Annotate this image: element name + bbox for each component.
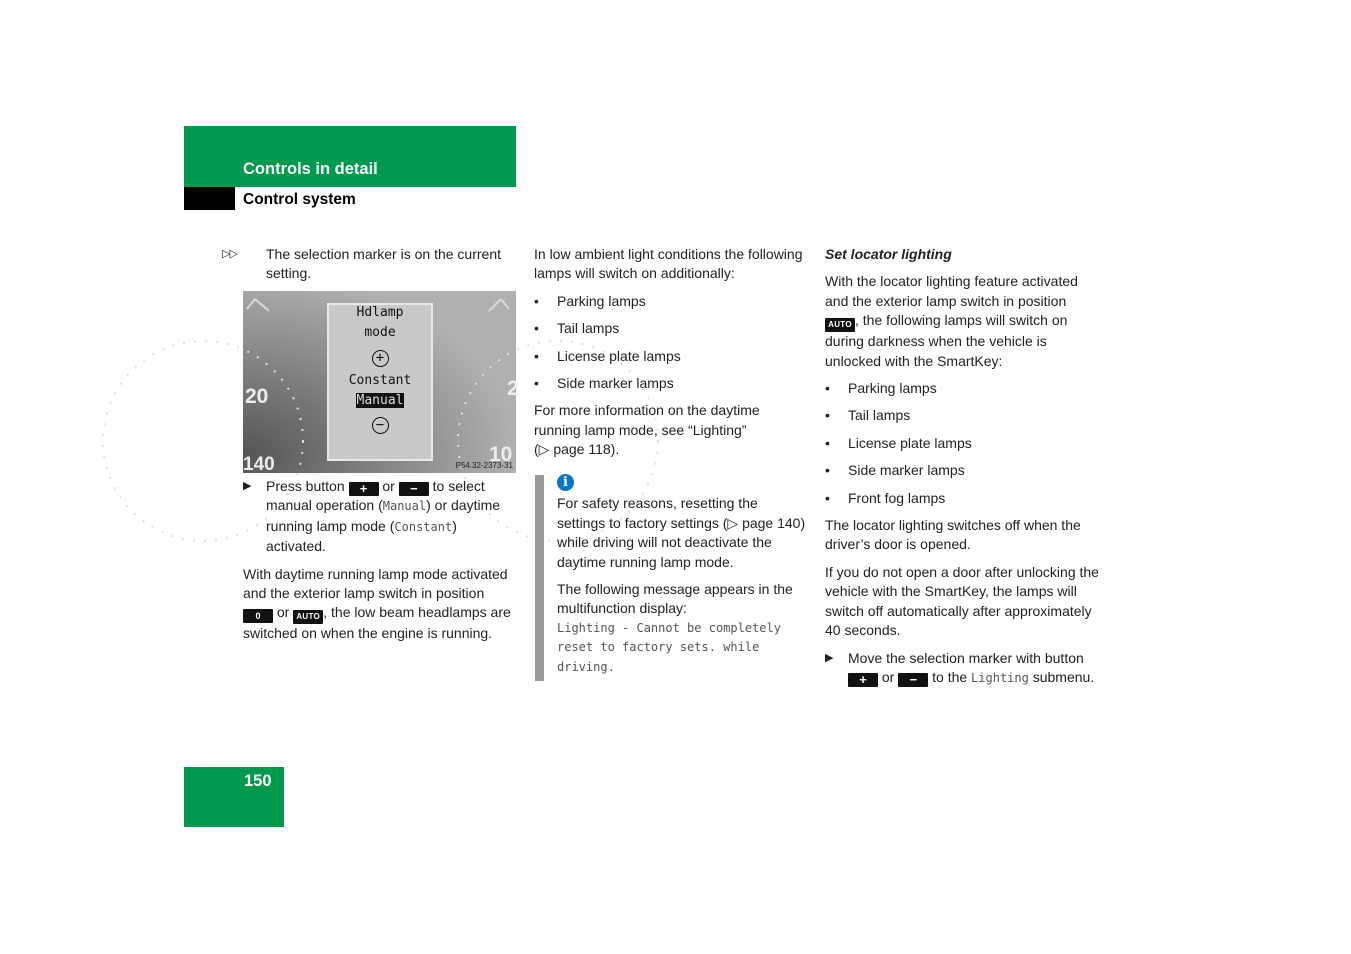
step-arrow-icon: ▶ bbox=[243, 480, 252, 492]
auto-position-icon: AUTO bbox=[825, 318, 855, 332]
list-item: • Tail lamps bbox=[825, 406, 1100, 425]
gauge-label: 10 bbox=[489, 443, 513, 466]
display-option-selected: Manual bbox=[356, 393, 404, 408]
list-item: • Side marker lamps bbox=[534, 374, 810, 393]
col2-body: In low ambient light conditions the following lamps will switch on additionally: • Parking lamps • Tail lamps • License plate lamps • Side marker lamps For more information on the daytime running lamp mode, see “Lighting” (▷ page 118). bbox=[534, 245, 810, 468]
list-item: • Side marker lamps bbox=[825, 461, 1100, 480]
page-number: 150 bbox=[244, 772, 272, 790]
info-text: For safety reasons, resetting the settings to factory settings (▷ page 140) while driving will not deactivate the daytime running lamp mode. bbox=[557, 495, 806, 570]
col3-body bbox=[825, 245, 1100, 696]
display-option: Constant bbox=[348, 373, 412, 388]
info-icon: i bbox=[557, 474, 574, 491]
subsection-title: Set locator lighting bbox=[825, 246, 952, 262]
display-text: mode bbox=[364, 325, 396, 340]
plus-button-icon: + bbox=[848, 673, 878, 687]
lamp-list bbox=[825, 379, 1100, 508]
step-arrow-icon: ▶ bbox=[825, 651, 834, 664]
lamp-list bbox=[534, 292, 810, 394]
info-box bbox=[557, 472, 807, 677]
display-message: Lighting - Cannot be completely reset to factory sets. while driving. bbox=[557, 620, 781, 674]
photo-reference: P54.32-2373-31 bbox=[455, 461, 513, 470]
paragraph: The locator lighting switches off when the driver’s door is opened. bbox=[825, 517, 1081, 553]
display-text: Hdlamp bbox=[356, 305, 404, 320]
list-item: • License plate lamps bbox=[534, 347, 810, 366]
list-item: • License plate lamps bbox=[825, 434, 1100, 453]
col1-intro: The selection marker is on the current setting. bbox=[266, 246, 501, 282]
instruction-step: ▶ Press button + or − to select manual operation (Manual) or daytime running lamp mode (Constant) activated. bbox=[243, 478, 501, 555]
list-item: • Tail lamps bbox=[534, 319, 810, 338]
continuation-marker: ▷▷ bbox=[222, 248, 237, 260]
instrument-cluster-photo bbox=[243, 291, 519, 475]
info-text: The following message appears in the multifunction display: bbox=[557, 581, 793, 617]
gauge-label: 20 bbox=[245, 385, 269, 408]
instruction-step: ▶ Move the selection marker with button + or − to the Lighting submenu. bbox=[825, 649, 1095, 687]
locator-intro: With the locator lighting feature activated and the exterior lamp switch in position AUTO , the following lamps will switch on during darkness when the vehicle is unlocked with the SmartKey: bbox=[825, 273, 1078, 369]
list-item: • Parking lamps bbox=[534, 292, 810, 311]
info-box-bar bbox=[535, 475, 544, 681]
position-zero-icon: 0 bbox=[243, 609, 273, 623]
gauge-label: 2 bbox=[507, 377, 519, 400]
plus-circle-icon: + bbox=[329, 350, 431, 367]
section-tab bbox=[184, 187, 235, 210]
paragraph: If you do not open a door after unlocking the vehicle with the SmartKey, the lamps will switch off automatically after approximately 40 seconds. bbox=[825, 563, 1099, 639]
list-item: • Front fog lamps bbox=[825, 489, 1100, 508]
list-item: • Parking lamps bbox=[825, 379, 1100, 398]
multifunction-display bbox=[327, 303, 433, 461]
auto-position-icon: AUTO bbox=[293, 610, 323, 624]
col1-body bbox=[243, 477, 518, 652]
plus-button-icon: + bbox=[349, 482, 379, 496]
daytime-lamp-paragraph: With daytime running lamp mode activated and the exterior lamp switch in position 0 or AUTO , the low beam headlamps are switched on when the engine is running. bbox=[243, 565, 511, 642]
minus-circle-icon: − bbox=[329, 417, 431, 434]
minus-button-icon: − bbox=[399, 482, 429, 496]
minus-button-icon: − bbox=[898, 673, 928, 687]
gauge-label: 140 bbox=[243, 454, 275, 475]
chapter-title: Controls in detail bbox=[243, 160, 378, 178]
section-title: Control system bbox=[243, 191, 356, 208]
more-info-paragraph: For more information on the daytime running lamp mode, see “Lighting” (▷ page 118). bbox=[534, 402, 760, 458]
